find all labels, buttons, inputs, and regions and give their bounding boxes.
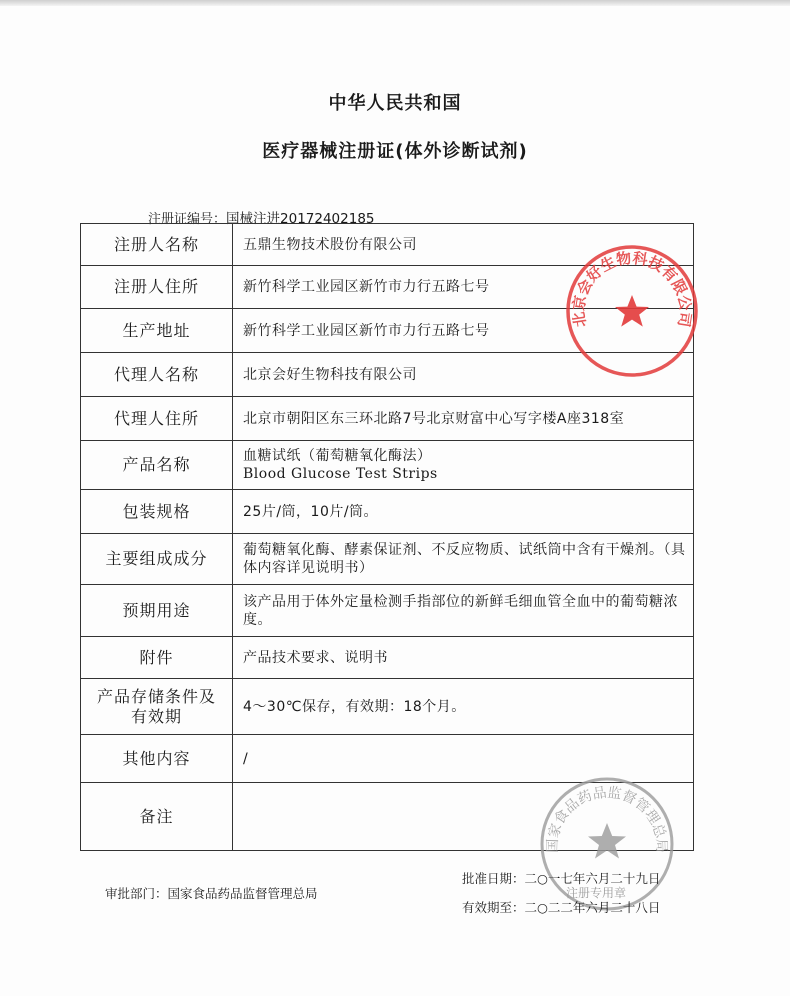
row-label: 附件 <box>81 637 233 679</box>
row-label: 其他内容 <box>81 735 233 783</box>
star-icon <box>615 295 649 327</box>
scan-top-edge <box>0 0 790 6</box>
row-label: 产品名称 <box>81 441 233 490</box>
row-label: 包装规格 <box>81 490 233 534</box>
official-seal-subtext: 注册专用章 <box>566 886 627 900</box>
row-value: / <box>233 735 694 783</box>
table-row <box>81 585 694 637</box>
row-label <box>81 679 233 735</box>
table-row <box>81 397 694 441</box>
approval-department: 审批部门：国家食品药品监督管理总局 <box>105 886 318 901</box>
registration-number-value: 国械注进20172402185 <box>226 211 375 227</box>
row-value <box>233 441 694 490</box>
row-label-line2: 有效期 <box>130 706 182 726</box>
document-title-country: 中华人民共和国 <box>328 93 462 114</box>
table-row <box>81 637 694 679</box>
document-title: 医疗器械注册证(体外诊断试剂) <box>262 141 528 162</box>
row-value: 五鼎生物技术股份有限公司 <box>233 224 694 266</box>
company-seal-stamp <box>564 243 700 379</box>
company-seal-text: 北京会好生物科技有限公司 <box>569 248 695 329</box>
table-row <box>81 490 694 534</box>
row-label: 备注 <box>81 783 233 851</box>
row-label: 注册人名称 <box>81 224 233 266</box>
star-icon <box>588 823 626 859</box>
row-value: 葡萄糖氧化酶、酵素保证剂、不反应物质、试纸筒中含有干燥剂。（具体内容详见说明书） <box>233 534 694 585</box>
table-row <box>81 679 694 735</box>
approval-date: 批准日期：二○一七年六月二十九日 <box>462 871 661 886</box>
row-label: 代理人住所 <box>81 397 233 441</box>
row-value: 25片/筒，10片/筒。 <box>233 490 694 534</box>
row-value: 该产品用于体外定量检测手指部位的新鲜毛细血管全血中的葡萄糖浓度。 <box>233 585 694 637</box>
row-value: 北京会好生物科技有限公司 <box>233 353 694 397</box>
official-seal-text: 国家食品药品监督管理总局 <box>544 784 670 853</box>
valid-until-date: 有效期至：二○二二年六月二十八日 <box>462 900 661 915</box>
row-value: 产品技术要求、说明书 <box>233 637 694 679</box>
row-label: 代理人名称 <box>81 353 233 397</box>
row-label-line1: 产品存储条件及 <box>96 686 216 706</box>
row-label: 主要组成成分 <box>81 534 233 585</box>
row-value: 4～30℃保存，有效期：18个月。 <box>233 679 694 735</box>
row-label: 注册人住所 <box>81 266 233 309</box>
product-name-cn: 血糖试纸（葡萄糖氧化酶法） <box>243 448 432 464</box>
row-label: 生产地址 <box>81 309 233 353</box>
product-name-en: Blood Glucose Test Strips <box>243 466 438 482</box>
table-row <box>81 534 694 585</box>
row-label: 预期用途 <box>81 585 233 637</box>
table-row <box>81 441 694 490</box>
registration-number-label: 注册证编号： <box>148 212 227 227</box>
row-value: 新竹科学工业园区新竹市力行五路七号 <box>233 309 694 353</box>
row-value: 新竹科学工业园区新竹市力行五路七号 <box>233 266 694 309</box>
row-value: 北京市朝阳区东三环北路7号北京财富中心写字楼A座318室 <box>233 397 694 441</box>
